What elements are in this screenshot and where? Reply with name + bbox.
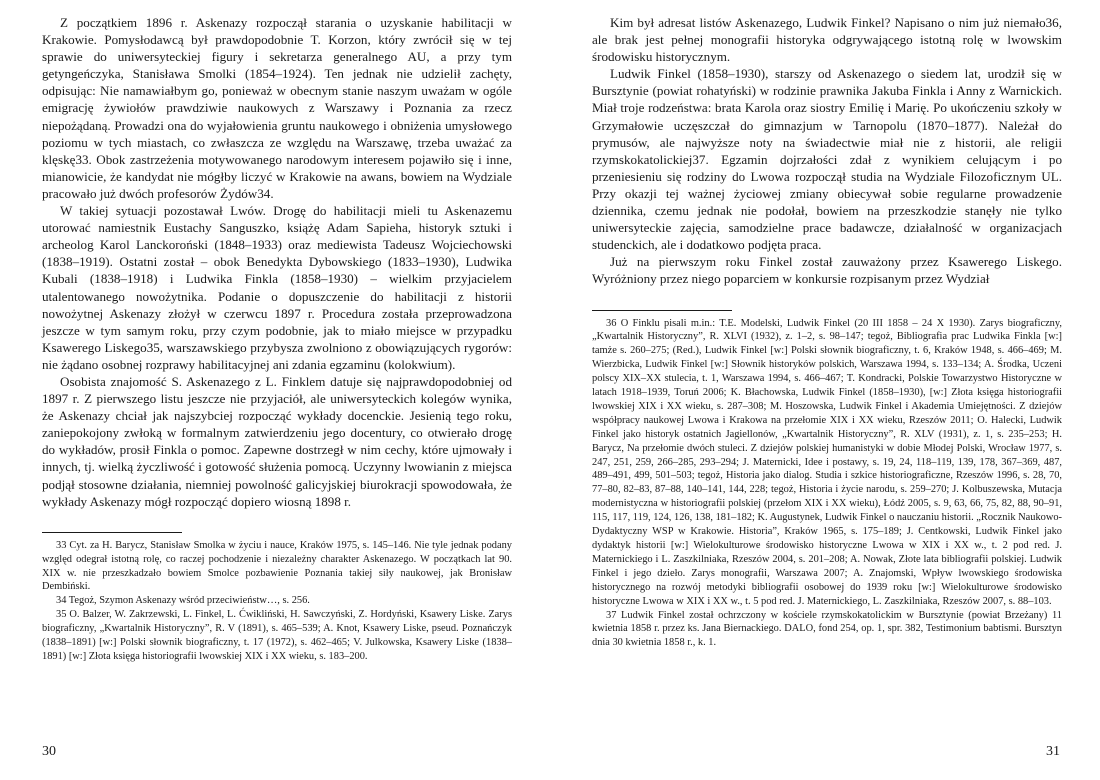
paragraph: Już na pierwszym roku Finkel został zauważony przez Ksawerego Liskego. Wyróżniony przez niego poparciem w konkursie rozpisanym przez Wydział	[592, 254, 1062, 287]
footnote: 37 Ludwik Finkel został ochrzczony w kościele rzymskokatolickim w Bursztynie (powiat Brzeżany) 11 kwietnia 1858 r. przez ks. Jana Biernackiego. DALO, fond 254, op. 1, spr. 382, Testimonium babtismi. Bursztyn dnia 30 kwietnia 1858 r., k. 1.	[592, 609, 1062, 649]
footnote: 36 O Finklu pisali m.in.: T.E. Modelski, Ludwik Finkel (20 III 1858 – 24 X 1930). Zarys biograficzny, „Kwartalnik Historyczny”, R. XLVI (1932), z. 1–2, s. 98–147; tegoż, Bibliografia prac Ludwika Finkla [w:] tamże s. 260–275; (Red.), Ludwik Finkel [w:] Polski słownik biograficzny, t. 6, Kraków 1948, s. 466–469; M. Wierzbicka, Ludwik Finkel [w:] Słownik historyków polskich, Warszawa 1994, s. 133–134; A. Środka, Uczeni polscy XIX–XX stulecia, t. 1, Warszawa 1994, s. 466–467; T. Kondracki, Polskie Towarzystwo Historyczne w latach 1918–1939, Toruń 2006; K. Błachowska, Ludwik Finkel (1858–1930), [w:] Złota księga historiografii lwowskiej XIX i XX wieku, s. 287–308; M. Hoszowska, Ludwik Finkel i Akademia Umiejętności. Z dziejów współpracy naukowej Lwowa i Krakowa na przełomie XIX i XX wieku, Rzeszów 2011; O. Halecki, Ludwik Finkel jako historyk ostatnich Jagiellonów, „Kwartalnik Historyczny”, R. XLV (1931), z. 1, s. 235–253; H. Barycz, Na przełomie dwóch stuleci. Z dziejów polskiej humanistyki w dobie Młodej Polski, Wrocław 1977, s. 247, 251, 259, 266–285, 293–294; J. Maternicki, Idee i postawy, s. 19, 24, 118–119, 139, 178, 367–369, 487, 489–491, 499, 501–503; tegoż, Historia jako dialog. Studia i szkice historiograficzne, Rzeszów 1996, s. 28, 70, 77–80, 82–83, 87–88, 140–141, 144, 228; tegoż, Historia i życie narodu, s. 259–270; J. Kolbuszewska, Mutacja modernistyczna w historiografii polskiej (przełom XIX i XX wieku), Łódź 2005, s. 9, 63, 66, 75, 82, 88, 90–91, 115, 117, 119, 124, 126, 138, 181–182; K. Augustynek, Ludwik Finkel o nauczaniu historii. „Rocznik Naukowo-Dydaktyczny WSP w Krakowie. Historia”, Kraków 1965, s. 175–189; J. Centkowski, Ludwik Finkel jako dydaktyk historii [w:] Wielokulturowe środowisko historyczne Lwowa w XIX i XX w., t. 2 pod red. J. Maternickiego i L. Zaszkilniaka, Rzeszów 2004, s. 201–208; A. Nowak, Złote lata bibliografii polskiej. Ludwik Finkel i jego dzieło. Zarys monografii, Warszawa 2007; A. Znajomski, Wpływ lwowskiego środowiska historycznego na rozwój metodyki bibliografii osobowej do 1939 roku [w:] Wielokulturowe środowisko historyczne Lwowa w XIX i XX w., t. 5 pod red. J. Maternickiego, L. Zaszkilniaka, Rzeszów 2007, s. 88–103.	[592, 317, 1062, 607]
left-page	[42, 14, 512, 664]
right-body-text	[592, 14, 1062, 288]
footnote-separator	[592, 310, 732, 311]
paragraph: Z początkiem 1896 r. Askenazy rozpoczął starania o uzyskanie habilitacji w Krakowie. Pomysłodawcą był prawdopodobnie T. Korzon, który zwrócił się w tej sprawie do uniwersyteckiej figury i sekretarza generalnego AU, a przy tym getyngeńczyka, Stanisława Smolki (1854–1924). Ten jednak nie udzielił zachęty, odpisując: Nie namawiałbym go, ponieważ w obecnym stanie naszym uważam w ogóle emigrację żywiołów prawdziwie naukowych z Warszawy i Poznania za rzecz niepożądaną. Prowadzi ona do wyjałowienia gruntu naukowego i obniżenia umysłowego poziomu w tych miastach, co zwłaszcza ze względu na Warszawę, trzeba uważać za klęskę33. Obok zastrzeżenia motywowanego narodowym interesem pojawiło się i inne, mianowicie, że kandydat nie mógłby liczyć w Krakowie na awans, bowiem na Wydziale pracowało już dwóch profesorów Żydów34.	[42, 15, 512, 201]
footnote: 33 Cyt. za H. Barycz, Stanisław Smolka w życiu i nauce, Kraków 1975, s. 145–146. Nie tyle jednak podany względ odegrał istotną rolę, co raczej pochodzenie i niezależny charakter Askenazego. W początkach lat 90. XIX w. nie przeszkadzało bowiem Smolce pozbawienie Poznania takiej siły naukowej, jak Bronisław Dembiński.	[42, 539, 512, 593]
left-body-text	[42, 14, 512, 510]
left-footnotes	[42, 539, 512, 664]
paragraph: Kim był adresat listów Askenazego, Ludwik Finkel? Napisano o nim już niemało36, ale brak jest pełnej monografii historyka odgrywającego istotną rolę w lwowskim środowisku historycznym.	[592, 15, 1062, 65]
footnote: 35 O. Balzer, W. Zakrzewski, L. Finkel, L. Ćwikliński, H. Sawczyński, Z. Hordyński, Ksawery Liske. Zarys biograficzny, „Kwartalnik Historyczny”, R. V (1891), s. 465–539; A. Knot, Ksawery Liske, pseud. Poznańczyk (1838–1891) [w:] Polski słownik biograficzny, t. 17 (1972), s. 462–465; V. Julkowska, Ksawery Liske (1838–1891) [w:] Złota księga historiografii lwowskiej XIX i XX wieku, s. 183–200.	[42, 609, 512, 662]
footnote-separator	[42, 532, 182, 533]
page-number-left: 30	[42, 744, 56, 759]
right-page	[592, 14, 1062, 650]
paragraph: Osobista znajomość S. Askenazego z L. Finklem datuje się najprawdopodobniej od 1897 r. Z pierwszego listu jeszcze nie przyjaciół, ale uniwersyteckich kolegów wynika, że Askenazy chciał jak najszybciej rozpocząć wykłady docenckie. Jesienią tego roku, zaniepokojony zwłoką w formalnym zatwierdzeniu jego docentury, co otwierało drogę do wykładów, prosił Finkla o pomoc. Zapewne dostrzegł w nim cechy, które ujmowały i innych, tj. wielką życzliwość i gotowość służenia pomocą. Uczynny lwowianin z miejsca podjął stosowne działania, niemniej powolność galicyjskiej biurokracji spowodowała, że wykłady Askenazy mógł rozpocząć dopiero wiosną 1898 r.	[42, 373, 512, 509]
footnote: 34 Tegoż, Szymon Askenazy wśród przeciwieństw…, s. 256.	[56, 595, 310, 607]
paragraph: W takiej sytuacji pozostawał Lwów. Drogę do habilitacji mieli tu Askenazemu utorować namiestnik Eustachy Sanguszko, książę Adam Sapieha, historyk sztuki i archeolog Karol Lanckoroński (1848–1933) oraz mediewista Tadeusz Wojciechowski (1838–1919). Ostatni został – obok Benedykta Dybowskiego (1833–1930), Ludwika Kubali (1838–1918) i Ludwika Finkla (1858–1930) – wielkim przyjacielem utalentowanego nowożytnika. Podanie o dopuszczenie do habilitacji z historii nowożytnej Askenazy złożył w czerwcu 1897 r. Procedura została przeprowadzona jeszcze w tym samym roku, przy czym podobnie, jak to miało miejsce w przypadku Ksawerego Liskego35, warszawskiego przybysza zwolniono z obowiązujących rygorów: nie żądano osobnej rozprawy habilitacyjnej ani zdania egzaminu (kolokwium).	[42, 203, 512, 372]
right-footnotes	[592, 317, 1062, 651]
page-number-right: 31	[1046, 744, 1060, 759]
paragraph: Ludwik Finkel (1858–1930), starszy od Askenazego o siedem lat, urodził się w Bursztynie (powiat rohatyński) w rodzinie prawnika Jakuba Finkla i Anny z Warnickich. Miał troje rodzeństwa: brata Karola oraz siostry Emilię i Marię. Po ukończeniu szkoły w Grzymałowie uczęszczał do gimnazjum w Tarnopolu (1870–1877). Należał do prymusów, ale najwyższe noty na świadectwie miał nie z historii, ale religii rzymskokatolickiej37. Egzamin dojrzałości zdał z wynikiem celującym i po przeniesieniu się rodziny do Lwowa rozpoczął studia na Wydziale Filozoficznym UL. Przy okazji tej ważnej życiowej zmiany obiecywał sobie regularne prowadzenie dziennika, czemu jednak nie podołał, bowiem na przeszkodzie stanęły nie tylko uniwersyteckie zajęcia, samodzielne prace badawcze, działalność w organizacjach studenckich, ale i dodatkowo podjęta praca.	[592, 66, 1062, 253]
